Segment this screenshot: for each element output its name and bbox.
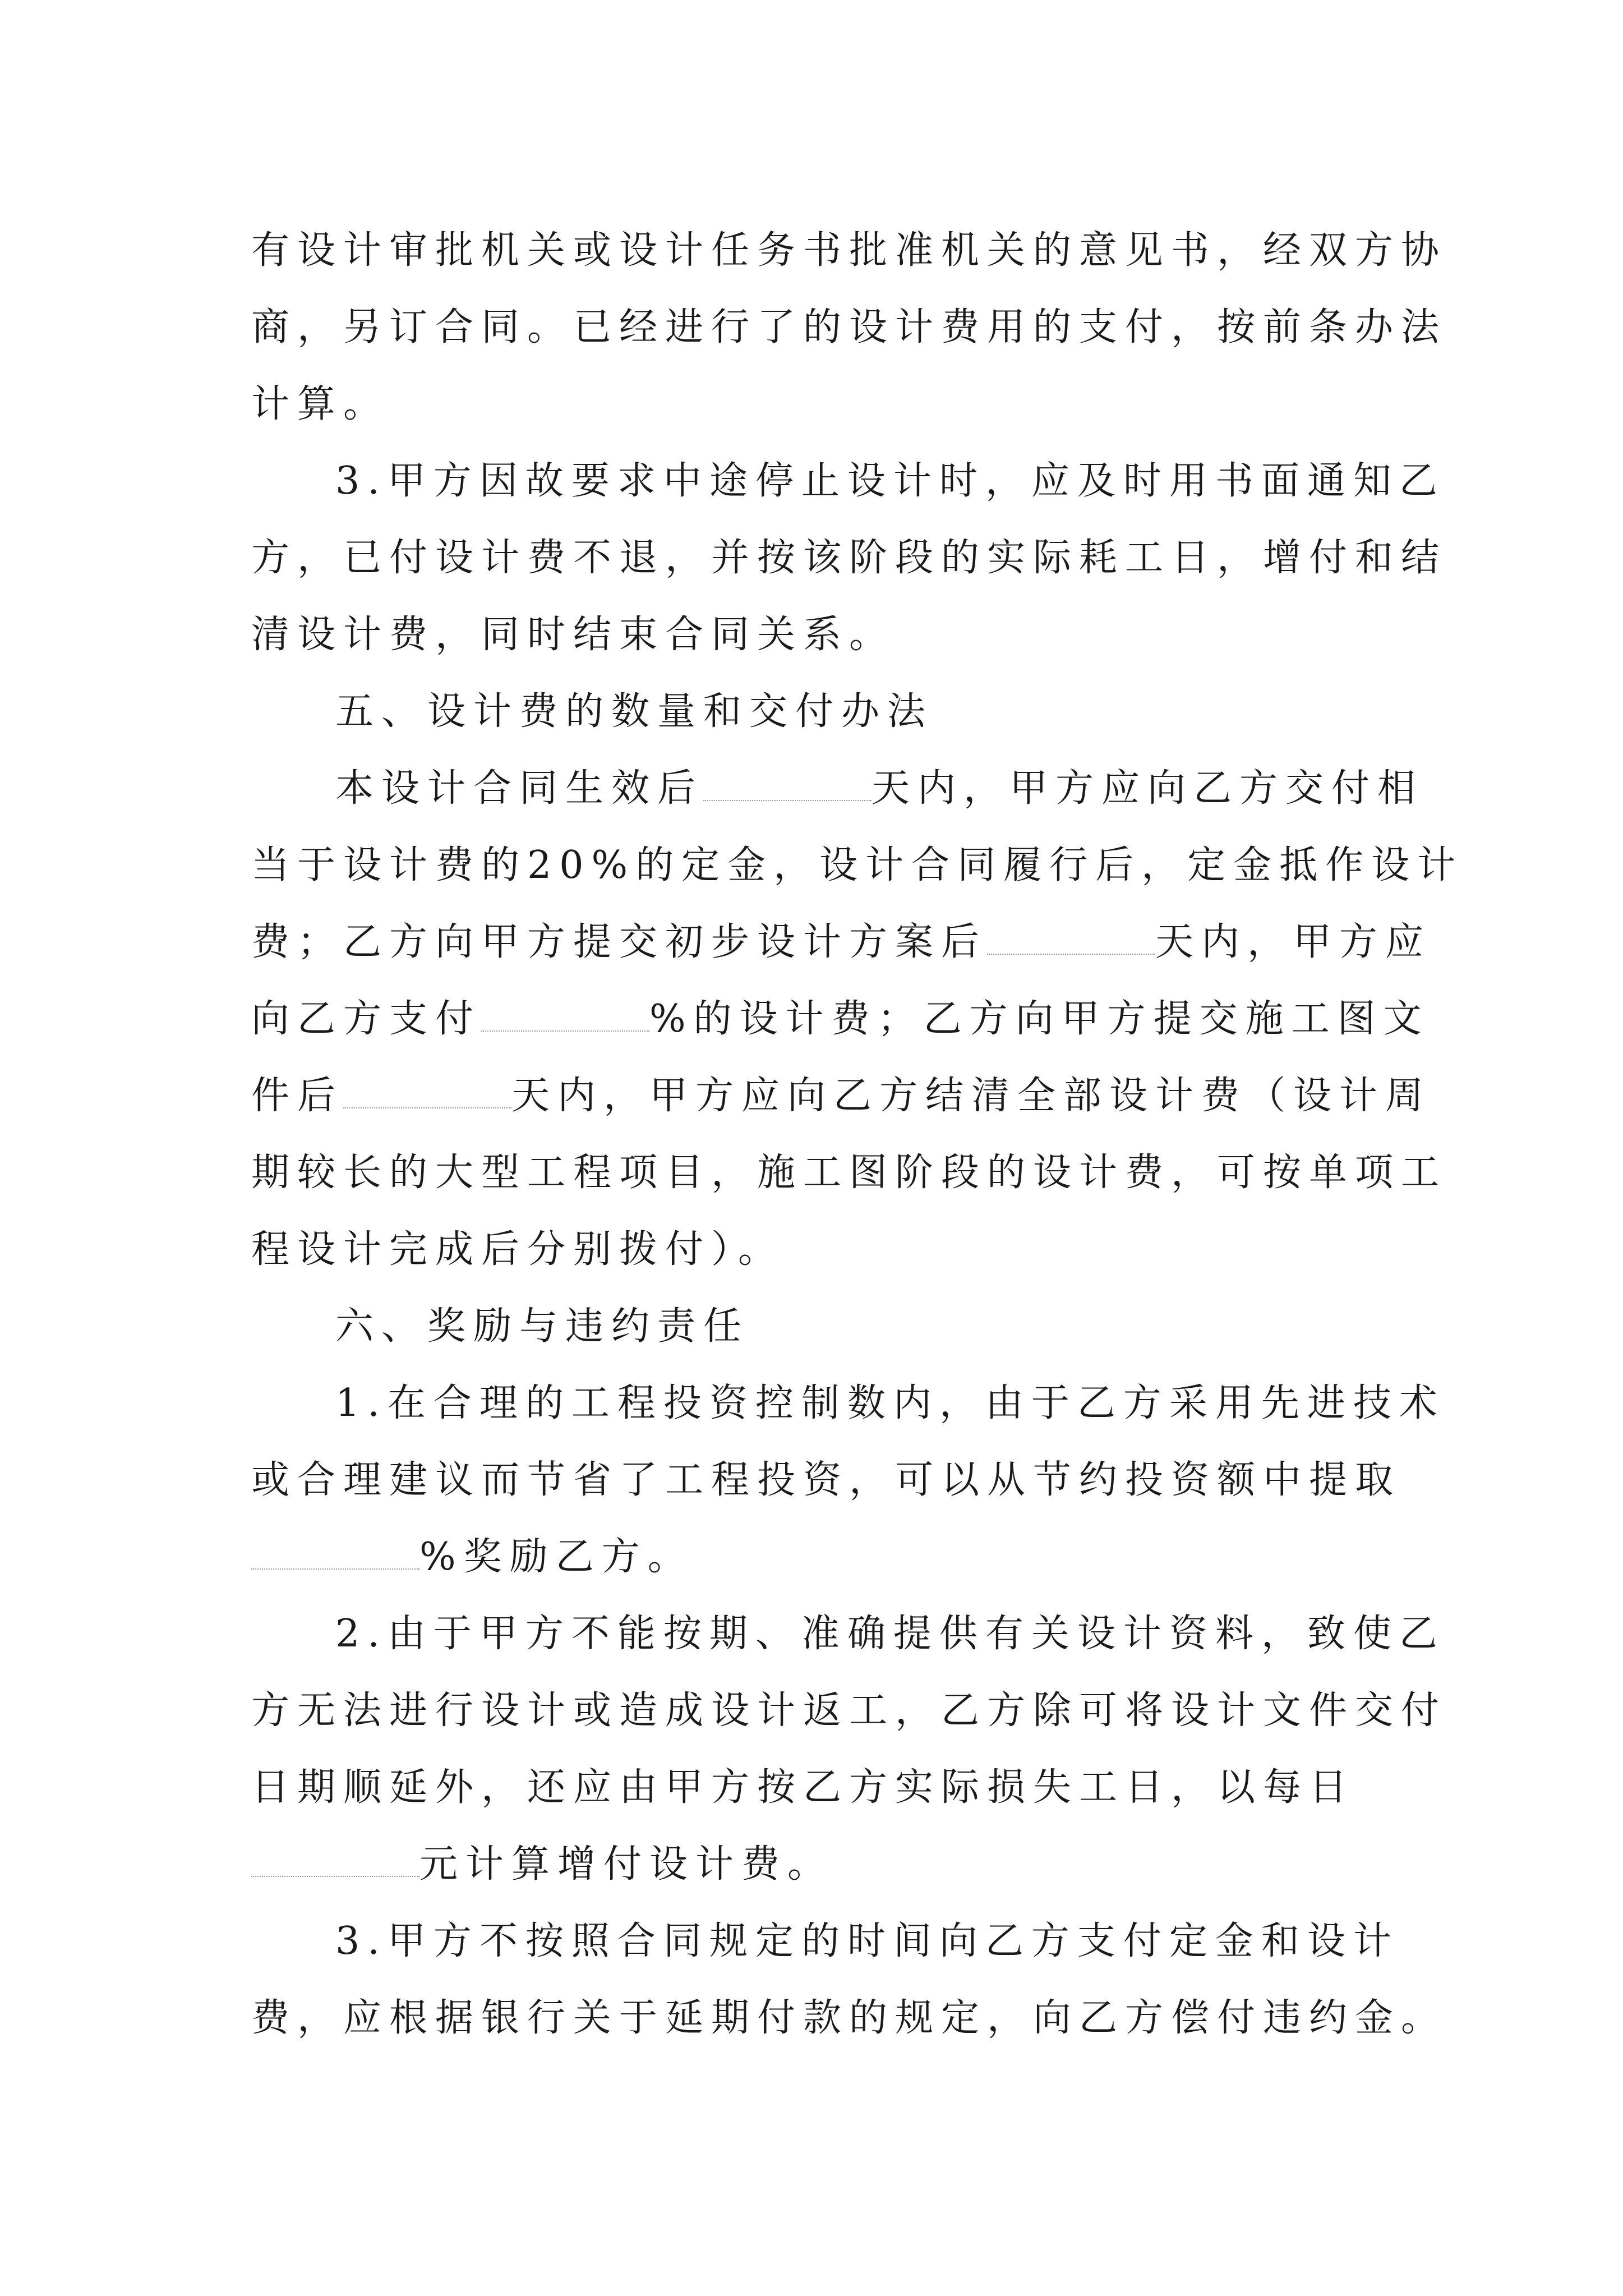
fill-in-blank (251, 1842, 419, 1877)
text-line (251, 1057, 1432, 1134)
section-heading: 六、奖励与违约责任 (335, 1304, 750, 1349)
text-line: 方无法进行设计或造成设计返工，乙方除可将设计文件交付 (251, 1688, 1447, 1733)
text-line: 2.由于甲方不能按期、准确提供有关设计资料，致使乙 (335, 1612, 1445, 1656)
fill-in-blank (343, 1074, 511, 1108)
text-fragment: 费；乙方向甲方提交初步设计方案后 (251, 920, 988, 964)
text-fragment: %的设计费；乙方向甲方提交施工图文 (649, 997, 1430, 1041)
text-fragment: 向乙方支付 (251, 997, 482, 1041)
text-line: 或合理建议而节省了工程投资，可以从节约投资额中提取 (251, 1458, 1401, 1502)
text-line: 方，已付设计费不退，并按该阶段的实际耗工日，增付和结 (251, 536, 1447, 580)
text-line (251, 904, 1432, 981)
text-fragment: 本设计合同生效后 (335, 766, 704, 811)
text-line: 3.甲方因故要求中途停止设计时，应及时用书面通知乙 (335, 459, 1445, 503)
fill-in-blank (987, 920, 1155, 955)
text-line: 计算。 (251, 382, 390, 426)
text-line: 商，另订合同。已经进行了的设计费用的支付，按前条办法 (251, 305, 1447, 349)
text-line (251, 1519, 1395, 1595)
fill-in-blank (703, 766, 872, 801)
document-body (251, 212, 1464, 2056)
fill-in-blank (481, 997, 649, 1032)
text-line: 清设计费，同时结束合同关系。 (251, 613, 896, 657)
text-line: 费，应根据银行关于延期付款的规定，向乙方偿付违约金。 (251, 1996, 1447, 2040)
text-line: 1.在合理的工程投资控制数内，由于乙方采用先进技术 (335, 1381, 1445, 1425)
text-line (251, 750, 1424, 827)
text-fragment: 元计算增付设计费。 (419, 1842, 834, 1887)
text-fragment: %奖励乙方。 (419, 1535, 694, 1579)
text-line: 3.甲方不按照合同规定的时间向乙方支付定金和设计 (335, 1919, 1399, 1963)
text-line: 当于设计费的20%的定金，设计合同履行后，定金抵作设计 (251, 843, 1464, 887)
text-line: 日期顺延外，还应由甲方按乙方实际损失工日，以每日 (251, 1765, 1355, 1810)
text-fragment: 天内，甲方应向乙方结清全部设计费（设计周 (511, 1074, 1432, 1118)
text-line: 期较长的大型工程项目，施工图阶段的设计费，可按单项工 (251, 1151, 1447, 1195)
text-line: 程设计完成后分别拨付）。 (251, 1227, 785, 1272)
text-line (251, 981, 1430, 1057)
text-line: 有设计审批机关或设计任务书批准机关的意见书，经双方协 (251, 228, 1447, 273)
text-fragment: 天内，甲方应 (1155, 920, 1432, 964)
text-line (251, 1826, 1395, 1903)
text-fragment: 件后 (251, 1074, 344, 1118)
text-fragment: 天内，甲方应向乙方交付相 (872, 766, 1424, 811)
fill-in-blank (251, 1535, 419, 1570)
section-heading: 五、设计费的数量和交付办法 (335, 689, 934, 734)
